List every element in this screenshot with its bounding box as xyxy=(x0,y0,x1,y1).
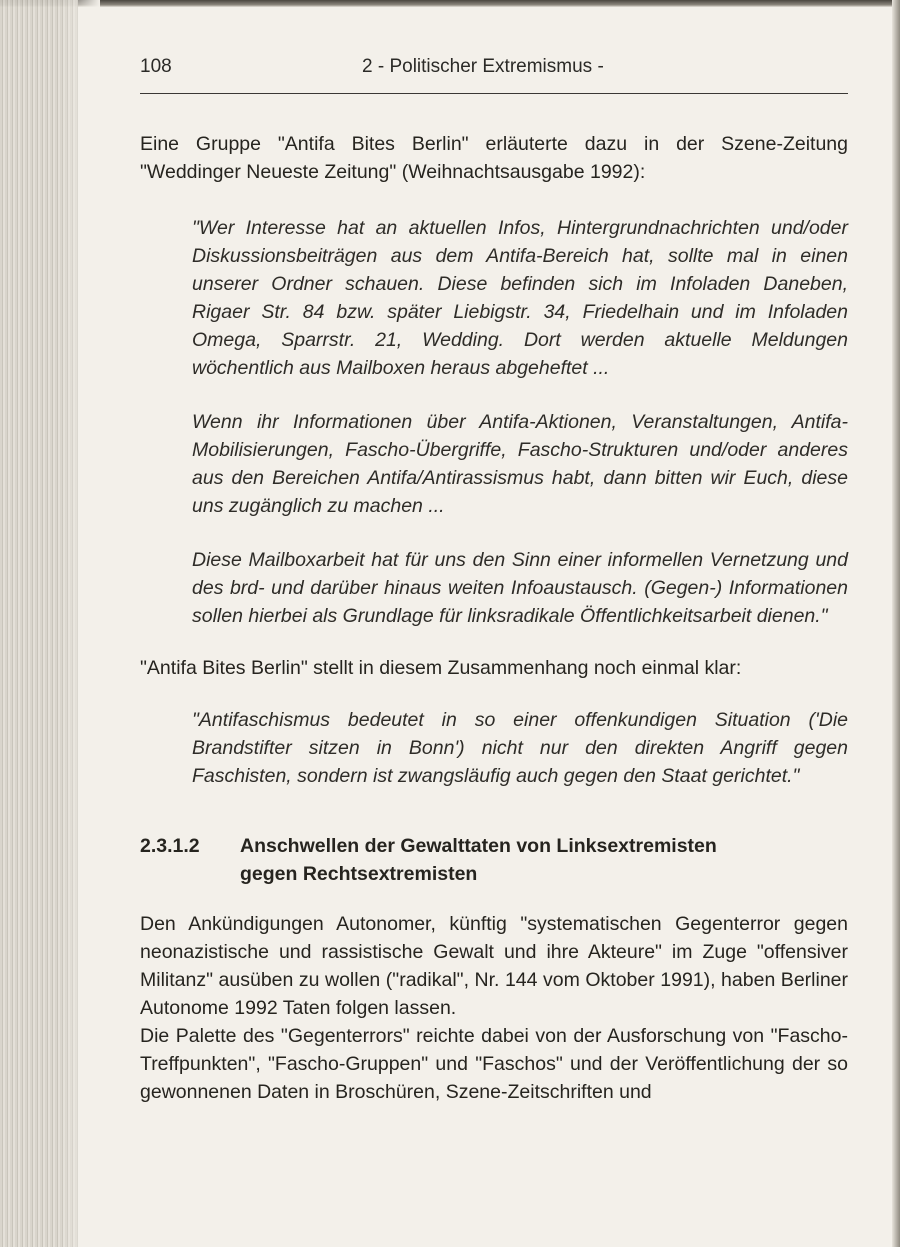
scan-top-edge xyxy=(0,0,900,7)
quote-paragraph-3: Diese Mailboxarbeit hat für uns den Sinn einer informellen Vernetzung und des brd- und darüber hinaus weiten Infoaustausch. (Gegen-) Informationen sollen hierbei als Grundlage für linksradikale Öffentlichkeitsarbeit dienen." xyxy=(192,549,848,627)
section-number: 2.3.1.2 xyxy=(140,835,200,857)
header-divider xyxy=(140,93,848,94)
transition-paragraph: "Antifa Bites Berlin" stellt in diesem Zusammenhang noch einmal klar: xyxy=(140,657,742,679)
running-title: 2 - Politischer Extremismus - xyxy=(362,56,604,77)
section-heading xyxy=(140,832,848,888)
quote-block-2: "Antifaschismus bedeutet in so einer offenkundigen Situation ('Die Brandstifter sitzen in Bonn') nicht nur den direkten Angriff gegen Faschisten, sondern ist zwangsläufig auch gegen den Staat gerichtet." xyxy=(192,709,848,787)
intro-paragraph: Eine Gruppe "Antifa Bites Berlin" erläuterte dazu in der Szene-Zeitung "Weddinger Neueste Zeitung" (Weihnachtsausgabe 1992): xyxy=(140,133,848,183)
page-header xyxy=(140,56,848,86)
page-number: 108 xyxy=(140,56,172,77)
quote-paragraph-1: "Wer Interesse hat an aktuellen Infos, Hintergrundnachrichten und/oder Diskussionsbeiträgen aus dem Antifa-Bereich hat, sollte mal in einen unserer Ordner schauen. Diese befinden sich im Infoladen Daneben, Rigaer Str. 84 bzw. später Liebigstr. 34, Friedelhain und im Infoladen Omega, Sparrstr. 21, Wedding. Dort werden aktuelle Meldungen wöchentlich aus Mailboxen heraus abgeheftet ... xyxy=(192,217,848,379)
page-content xyxy=(140,130,848,1106)
section-title-line-2: gegen Rechtsextremisten xyxy=(240,863,478,885)
section-title-line-1: Anschwellen der Gewalttaten von Linksextremisten xyxy=(240,835,717,857)
body-paragraph-1: Den Ankündigungen Autonomer, künftig "systematischen Gegenterror gegen neonazistische und rassistische Gewalt und ihre Akteure" im Zuge "offensiver Militanz" ausüben zu wollen ("radikal", Nr. 144 vom Oktober 1991), haben Berliner Autonome 1992 Taten folgen lassen. xyxy=(140,913,848,1019)
spine-shadow xyxy=(60,0,100,1247)
scan-right-edge xyxy=(892,0,900,1247)
section-title xyxy=(240,832,848,888)
quote-paragraph-2: Wenn ihr Informationen über Antifa-Aktionen, Veranstaltungen, Antifa-Mobilisierungen, Fascho-Übergriffe, Fascho-Strukturen und/oder anderes aus den Bereichen Antifa/Antirassismus habt, dann bitten wir Euch, diese uns zugänglich zu machen ... xyxy=(192,411,848,517)
body-paragraph-2: Die Palette des "Gegenterrors" reichte dabei von der Ausforschung von "Fascho-Treffpunkten", "Fascho-Gruppen" und "Faschos" und der Veröffentlichung der so gewonnenen Daten in Broschüren, Szene-Zeitschriften und xyxy=(140,1025,848,1103)
